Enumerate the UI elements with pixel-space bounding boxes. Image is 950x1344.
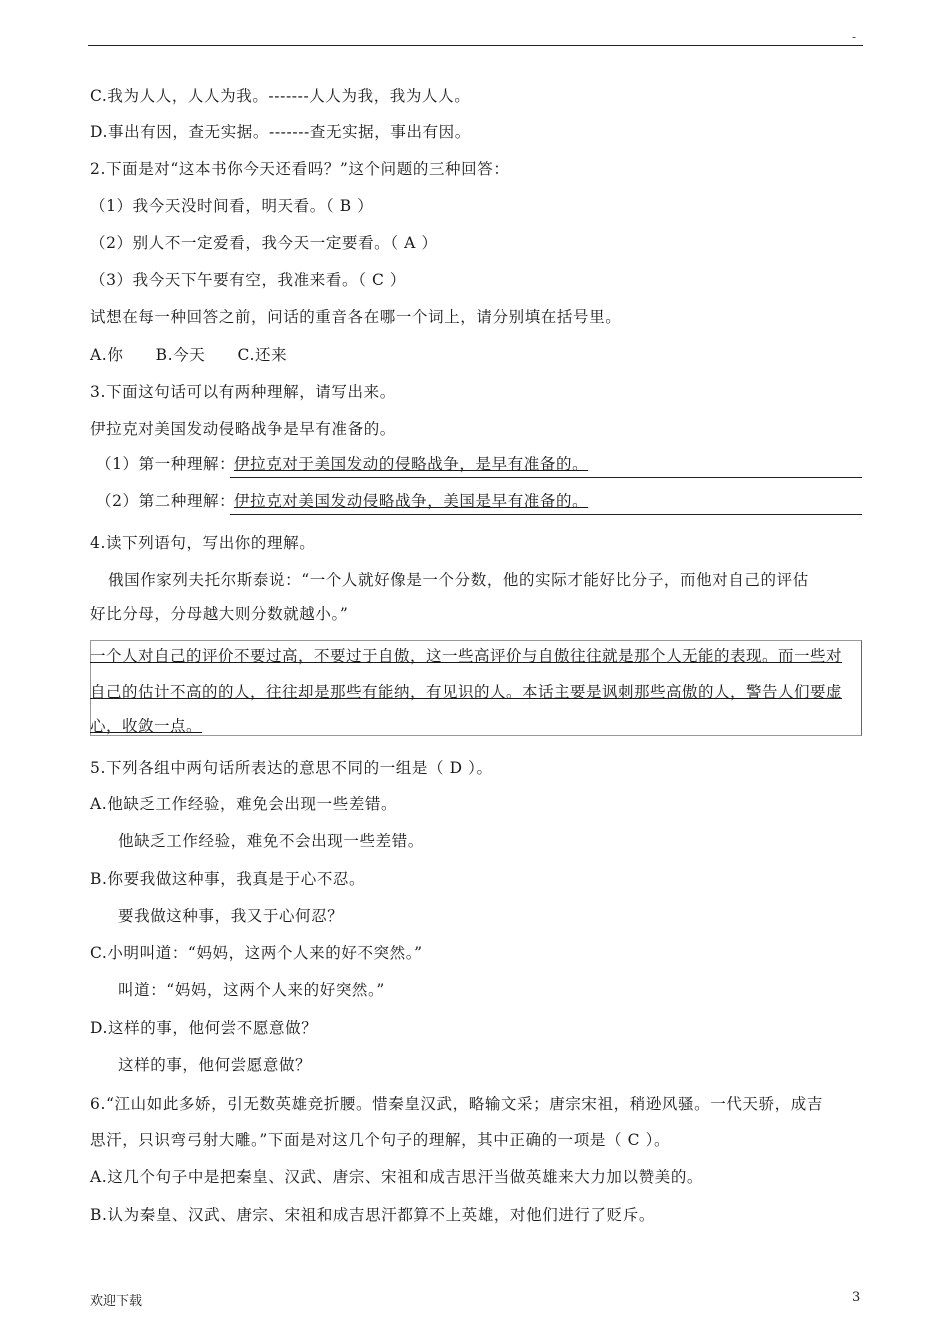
q5-option-c1: C.小明叫道：“妈妈，这两个人来的好不突然。” xyxy=(90,944,423,962)
q5-option-b2: 要我做这种事，我又于心何忍？ xyxy=(118,907,344,925)
q4-quote-line-2: 好比分母，分母越大则分数就越小。” xyxy=(90,605,349,623)
q6-option-a: A.这几个句子中是把秦皇、汉武、唐宗、宋祖和成吉思汗当做英雄来大力加以赞美的。 xyxy=(90,1168,704,1186)
footer-download-text: 欢迎下载 xyxy=(90,1294,143,1309)
q4-prompt: 4.读下列语句，写出你的理解。 xyxy=(90,534,316,552)
q5-option-a1: A.他缺乏工作经验，难免会出现一些差错。 xyxy=(90,795,398,813)
q2-prompt: 2.下面是对“这本书你今天还看吗？”这个问题的三种回答： xyxy=(90,160,510,178)
answer-underline xyxy=(230,477,862,478)
page-number: 3 xyxy=(852,1290,861,1305)
q3-answer-2-text: 伊拉克对美国发动侵略战争，美国是早有准备的。 xyxy=(234,492,589,510)
q2-instruction: 试想在每一种回答之前，问话的重音各在哪一个词上，请分别填在括号里。 xyxy=(90,308,622,326)
q3-answer-2-prefix: （2）第二种理解： xyxy=(96,492,236,510)
q4-answer-line-2: 自己的估计不高的的人，往往却是那些有能纳，有见识的人。本话主要是讽刺那些高傲的人，警告人们要虚 xyxy=(90,683,843,701)
q3-sentence: 伊拉克对美国发动侵略战争是早有准备的。 xyxy=(90,420,396,438)
answer-underline xyxy=(230,514,862,515)
q4-answer-line-1: 一个人对自己的评价不要过高，不要过于自傲，这一些高评价与自傲往往就是那个人无能的表现。而一些对 xyxy=(90,647,843,665)
q2-answer-3: （3）我今天下午要有空，我准来看。（ C ） xyxy=(90,271,407,289)
q3-answer-2 xyxy=(96,491,862,515)
q2-options: A.你 B.今天 C.还来 xyxy=(90,346,288,364)
q2-answer-1: （1）我今天没时间看，明天看。（ B ） xyxy=(90,197,374,215)
q6-prompt-line-2: 思汗，只识弯弓射大雕。”下面是对这几个句子的理解，其中正确的一项是（ C ）。 xyxy=(90,1131,671,1149)
q5-option-c2: 叫道：“妈妈，这两个人来的好突然。” xyxy=(118,981,385,999)
q6-option-b: B.认为秦皇、汉武、唐宗、宋祖和成吉思汗都算不上英雄，对他们进行了贬斥。 xyxy=(90,1206,655,1224)
q1-option-c: C.我为人人，人人为我。-------人人为我，我为人人。 xyxy=(90,87,471,105)
q5-option-a2: 他缺乏工作经验，难免不会出现一些差错。 xyxy=(118,832,424,850)
q3-answer-1 xyxy=(96,454,862,478)
q4-answer-line-3: 心，收敛一点。 xyxy=(90,717,203,735)
q5-option-b1: B.你要我做这种事，我真是于心不忍。 xyxy=(90,870,366,888)
q1-option-d: D.事出有因，查无实据。-------查无实据，事出有因。 xyxy=(90,123,471,141)
q5-option-d1: D.这样的事，他何尝不愿意做？ xyxy=(90,1019,318,1037)
q4-quote-line-1: 俄国作家列夫托尔斯泰说：“一个人就好像是一个分数，他的实际才能好比分子，而他对自己的评估 xyxy=(108,571,809,589)
q5-prompt: 5.下列各组中两句话所表达的意思不同的一组是（ D ）。 xyxy=(90,759,493,777)
q6-prompt-line-1: 6.“江山如此多娇，引无数英雄竞折腰。惜秦皇汉武，略输文采；唐宗宋祖，稍逊风骚。一代天骄，成吉 xyxy=(90,1095,823,1113)
q3-answer-1-text: 伊拉克对于美国发动的侵略战争，是早有准备的。 xyxy=(234,455,589,473)
q3-answer-1-prefix: （1）第一种理解： xyxy=(96,455,236,473)
header-rule xyxy=(88,45,863,46)
header-mark: - xyxy=(852,30,857,44)
q2-answer-2: （2）别人不一定爱看，我今天一定要看。（ A ） xyxy=(90,234,438,252)
q3-prompt: 3.下面这句话可以有两种理解，请写出来。 xyxy=(90,383,396,401)
q5-option-d2: 这样的事，他何尝愿意做？ xyxy=(118,1056,312,1074)
